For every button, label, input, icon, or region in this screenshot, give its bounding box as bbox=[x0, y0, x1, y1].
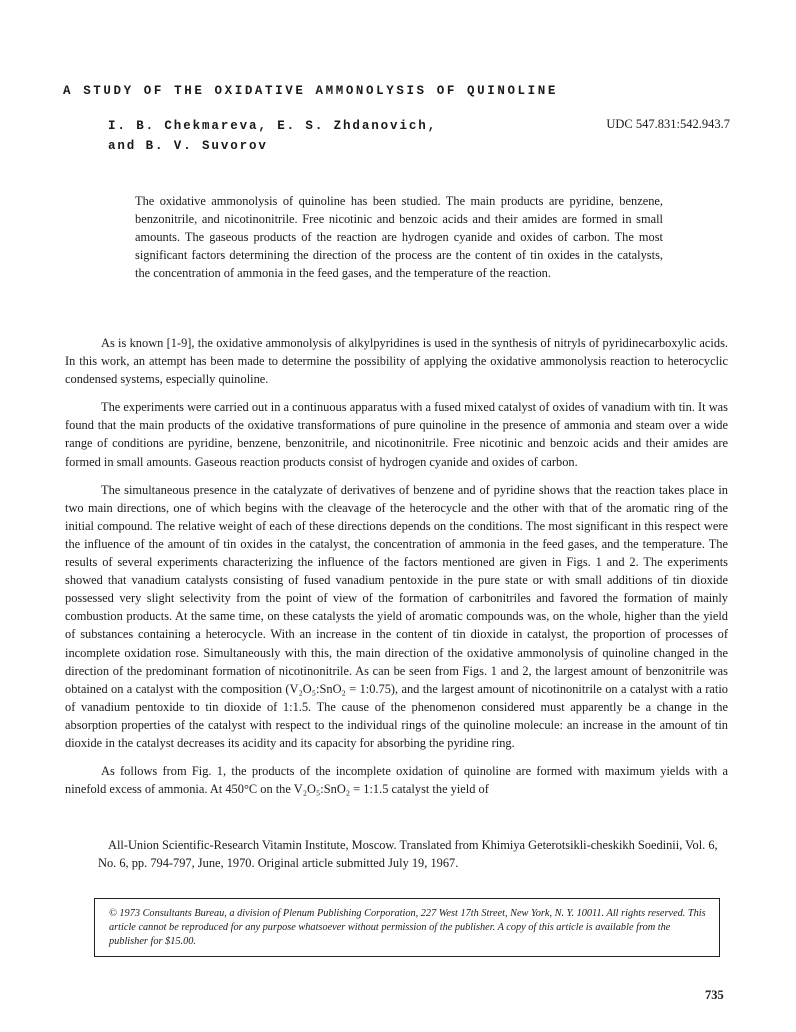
page-number: 735 bbox=[705, 988, 724, 1002]
body-paragraph: The experiments were carried out in a continuous apparatus with a fused mixed catalyst of oxides of vanadium with tin. It was found that the main products of the oxidative transformations of pure quinoline in the presence of ammonia and steam over a wide range of conditions are pyridine, benzene, benzonitrile, and nicotinonitrile. Free nicotinic and benzoic acids and their amides are formed in small amounts. Gaseous reaction products consist of hydrogen cyanide and oxides of carbon. bbox=[65, 400, 728, 469]
author-line-2: and B. V. Suvorov bbox=[108, 139, 268, 153]
author-list bbox=[108, 116, 437, 156]
abstract: The oxidative ammonolysis of quinoline has been studied. The main products are pyridine, benzene, benzonitrile, and nicotinonitrile. Free nicotinic and benzoic acids and their amides are formed in small amounts. The gaseous products of the reaction are hydrogen cyanide and oxides of carbon. The most significant factors determining the direction of the process are the content of tin oxides in the catalysts, the concentration of ammonia in the feed gases, and the temperature of the reaction. bbox=[135, 194, 663, 280]
article-title: A STUDY OF THE OXIDATIVE AMMONOLYSIS OF QUINOLINE bbox=[63, 84, 558, 98]
body-paragraph: The simultaneous presence in the catalyzate of derivatives of benzene and of pyridine shows that the reaction takes place in two main directions, one of which begins with the cleavage of the heterocycle and the other with that of the aromatic ring of the initial compound. The relative weight of each of these directions depends on the conditions. The most significant in this respect were the influence of the amount of tin oxides in the catalyst, the concentration of ammonia in the feed gases, and the temperature. The results of several experiments characterizing the influence of the factors mentioned are given in Figs. 1 and 2. The experiments showed that vanadium catalysts consisting of fused vanadium pentoxide in the pure state or with small additions of tin dioxide possessed very slight selectivity from the point of view of the formation of carbonitriles and favored the formation of mainly combustion products. At the same time, on these catalysts the yield of aromatic compounds was, on the whole, higher than the yield of substances containing a heterocycle. With an increase in the content of tin dioxide in catalyst, the proportion of processes of incomplete oxidation rose. Simultaneously with this, the main direction of the oxidative ammonolysis of quinoline changed in the direction of the predominant formation of nicotinonitrile. As can be seen from Figs. 1 and 2, the largest amount of benzonitrile was obtained on a catalyst with the composition (V₂O₅:SnO₂ = 1:0.75), and the largest amount of nicotinonitrile on a catalyst with a ratio of vanadium pentoxide to tin dioxide of 1:1.5. The cause of the phenomenon considered must apparently be a change in the absorption properties of the catalyst with respect to the individual rings of the quinoline molecule: an increase in the amount of tin dioxide in the catalyst decreases its acidity and its capacity for absorbing the pyridine ring. bbox=[65, 482, 728, 750]
body-paragraph: As follows from Fig. 1, the products of the incomplete oxidation of quinoline are formed with maximum yields with a ninefold excess of ammonia. At 450°C on the V₂O₅:SnO₂ = 1:1.5 catalyst the yield of bbox=[65, 764, 728, 797]
article-body bbox=[65, 334, 728, 808]
udc-code: UDC 547.831:542.943.7 bbox=[606, 117, 730, 131]
copyright-notice: © 1973 Consultants Bureau, a division of Plenum Publishing Corporation, 227 West 17th Street, New York, N. Y. 10011. All rights reserved. This article cannot be reproduced for any purpose whatsoever without permission of the publisher. A copy of this article is available from the publisher for $15.00. bbox=[94, 898, 720, 957]
body-paragraph: As is known [1-9], the oxidative ammonolysis of alkylpyridines is used in the synthesis of nitryls of pyridinecarboxylic acids. In this work, an attempt has been made to determine the possibility of applying the oxidative ammonolysis reaction to heterocyclic condensed systems, especially quinoline. bbox=[65, 336, 728, 387]
author-line-1: I. B. Chekmareva, E. S. Zhdanovich, bbox=[108, 119, 438, 133]
affiliation-footnote: All-Union Scientific-Research Vitamin Institute, Moscow. Translated from Khimiya Geterotsikli-cheskikh Soedinii, Vol. 6, No. 6, pp. 794-797, June, 1970. Original article submitted July 19, 1967. bbox=[98, 838, 718, 870]
